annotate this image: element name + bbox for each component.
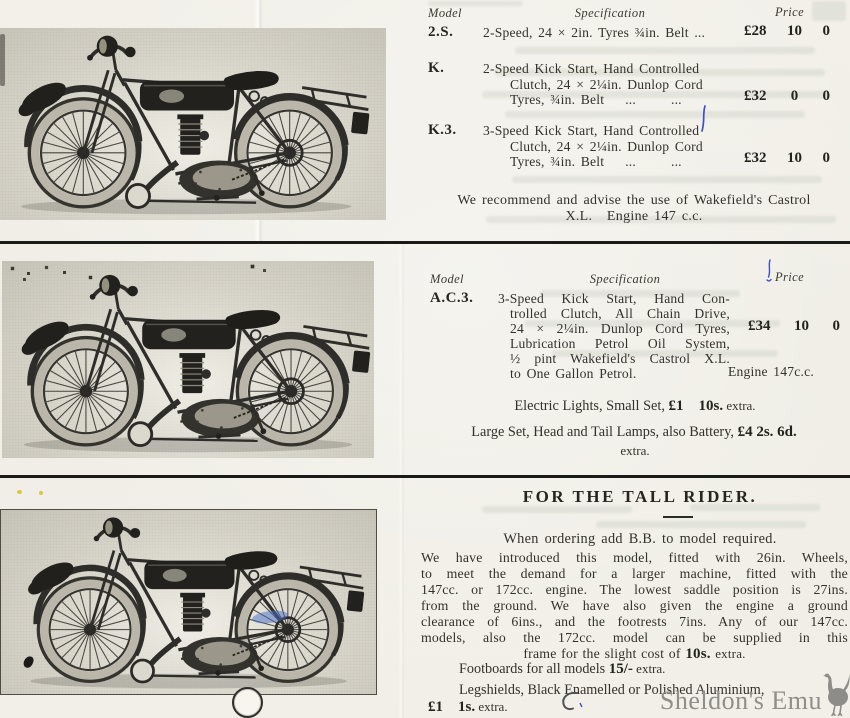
bleedthrough-mark [596,521,806,528]
pen-mark-c [560,690,584,712]
motorcycle-photo-top [0,28,386,220]
model-spec: 2-Speed Kick Start, Hand Controlled Clutch, 24 × 2¼in. Dunlop Cord Tyres, ¾in. Belt ... ... [483,61,703,107]
motorcycle-photo-bottom [0,509,377,695]
column-header-model: Model [428,6,462,20]
paper-crease [398,243,405,718]
bleedthrough-mark [512,176,822,183]
legshields-extra: Legshields, Black Enamelled or Polished Aluminium, [459,682,765,698]
large-set-extra-line2: extra. [620,443,650,458]
yellow-speck [39,491,43,495]
yellow-speck [17,490,22,494]
bleedthrough-mark [812,1,846,21]
bleedthrough-mark [482,506,632,513]
model-spec: 3-Speed Kick Start, Hand Controlled Clutch, 24 × 2¼in. Dunlop Cord Tyres, ¾in. Belt ... ... [483,123,703,169]
price-value: £34 10 0 [748,318,840,334]
blue-ink-mark [763,258,779,286]
footboards-extra: Footboards for all models 15/- extra. [459,661,666,677]
column-header-price: Price [775,5,805,19]
column-header-price: Price [775,270,805,284]
price-value: £32 0 0 [744,88,830,104]
model-code: K.3. [428,122,457,138]
price-value: £28 10 0 [744,23,830,39]
tall-rider-heading: FOR THE TALL RIDER. [522,487,758,506]
oil-recommendation-note: We recommend and advise the use of Wakefield's Castrol X.L. Engine 147 c.c. [457,193,811,224]
legshields-extra-price: £1 1s. extra. [428,699,508,715]
electric-lights-extra: Electric Lights, Small Set, £1 10s. extra. [514,398,756,414]
section-divider [0,241,850,244]
tall-rider-paragraph: We have introduced this model, fitted with 26in. Wheels, to meet the demand for a larger machine, fitted with the 147cc. or 172cc. engine. The lowest saddle position is 27ins. from the ground. We have also given the engine a ground clearance of 6ins., and the footrests 7ins. Any of our 147cc. models, also the 172cc. model can be supplied in this frame for the slight cost of 10s. extra. [421,550,848,662]
column-header-model: Model [430,272,464,286]
model-code: K. [428,60,445,76]
section-divider [0,475,850,478]
column-header-specification: Specification [574,6,646,20]
heading-rule [663,516,693,518]
model-code: A.C.3. [430,290,474,306]
emu-icon [823,672,850,716]
punch-hole [232,687,263,718]
model-spec: 2-Speed, 24 × 2in. Tyres ¾in. Belt ... [483,25,706,40]
ordering-instruction: When ordering add B.B. to model required. [503,531,777,547]
blue-ink-mark [699,105,709,133]
bleedthrough-mark [505,111,805,118]
scan-speckles [6,264,7,265]
watermark-text: Sheldon's Emu [659,686,822,715]
large-set-extra: Large Set, Head and Tail Lamps, also Battery, £4 2s. 6d. [471,424,797,440]
bleedthrough-mark [515,47,815,54]
model-code: 2.S. [428,24,454,40]
price-value: £32 10 0 [744,150,830,166]
engine-note: Engine 147c.c. [728,364,814,379]
column-header-specification: Specification [589,272,661,286]
model-spec: 3-Speed Kick Start, Hand Con- trolled Clutch, All Chain Drive, 24 × 2¼in. Dunlop Cord Tyres, Lubrication Petrol Oil System, ½ pint Wakefield's Castrol X.L. to One Gallon Petrol. [498,291,730,381]
motorcycle-photo-middle [2,261,374,458]
scan-smudge [0,34,5,86]
